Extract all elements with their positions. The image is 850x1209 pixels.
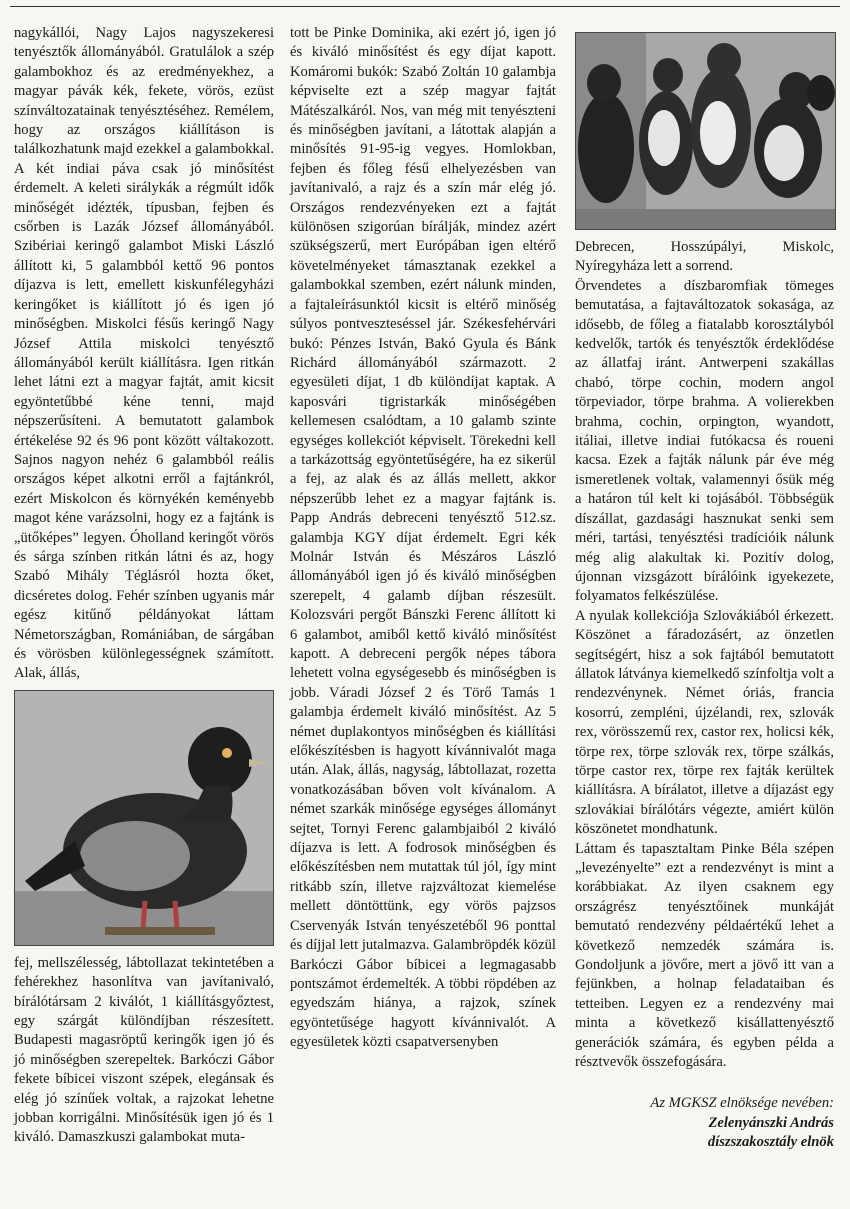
- signature-name: Zelenyánszki András: [708, 1114, 834, 1131]
- signature-block: [575, 1094, 834, 1152]
- top-rule: [10, 6, 840, 7]
- column-2-text: tott be Pinke Dominika, aki ezért jó, igen jó és kiváló minősítést és egy díjat kapott. Komáromi bukók: Szabó Zoltán 10 galambja képviselte ezt a szép magyar fajtát Mátészalkáról. Nos, van még mit tenyészteni és minőségben javítani, a látottak alapján a minősítés 91-95-ig vegyes. Homlokban, fejben és főleg fésű elhelyezésben van javítanivaló, a rajz és a szín már elég jó. Országos rendezvényeken ezt a fajtát különösen szigorúan bírálják, mindez azért szükségszerű, mert Európában igen eltérő követelményeket támasztanak ezekkel a galambokkal szemben, ezért nálunk minden, a fajtaleírásunktól kicsit is eltérő minőség súlyos pontveszteséssel jár. Székesfehérvári bukó: Pénzes István, Bakó Gyula és Bánk Richárd állományából származott. 2 egyesületi díjat, 1 db különdíjat kaptak. A kaposvári tigristarkák minőségében kellemesen csalódtam, a 10 galamb szinte egységes kollekciót képviselt. Törekedni kell a tarkázottság egyöntetűségére, ha ez sikerül a fej, az alak és az állás mellett, akkor népszerűbb lehet ez a magyar fajtánk is. Papp András debreceni tenyésztő 512.sz. galambja KGY díjat érdemelt. Egri kék Molnár István és Mészáros László állományából igen jó és kiváló minőségben szerepelt, 4 galamb díjban részesült. Kolozsvári pergőt Bánszki Ferenc állított ki 6 galambot, amiből kettő kiváló minősítést kapott. A debreceni pergők népes tábora lehetett volna egységesebb és minőségben is jobb. Váradi József 2 és Törő Tamás 1 galambja érdemelt kiváló minősítést. Az 5 német duplakontyos minőségben és kiállítási előkészítésben is hagyott kívánnivalót maga után. Alak, állás, nagyság, lábtollazat, rozetta vonatkozásában bőven volt kívánalom. A német szarkák minősége egységes állományt sejtet, Tornyi Ferenc galambjaiból 2 kiváló díjazva is lett. A fodrosok minőségben és előkészítésben nem mutattak túl jól, így mint ritkább szín, illetve rajzváltozat kiemelése mellett döntöttünk, egy vörös pajzsos Cservenyák István tenyészetéből 96 ponttal és díjjal lett jutalmazva. Galambröpdék közül Barkóczi Gábor bíbicei a legmagasabb pontszámot érdemelték. A többi röpdében az egyedszám hiánya, a rajzok, színek egyöntetűsége hagyott kívánnivalót. A egyesületek közti csapatversenyben: [290, 25, 556, 1051]
- column-1: [14, 24, 274, 1148]
- pigeons-group-photo: [575, 32, 836, 230]
- column-3: [575, 24, 834, 1153]
- column-1-text-bottom: fej, mellszélesség, lábtollazat tekintetében a fehérekhez hasonlítva van javítanivaló, bírálótársam 2 kiválót, 1 kiállításgyőztest, egy szárgát különdíjban részesített. Budapesti magasröptű keringők igen jó és jó minőségben szerepeltek. Barkóczi Gábor fekete bíbicei viszont szépek, elegánsak és elég jó színűek voltak, a rajzokat lehetne jobban korrigálni. Minősítésük igen jó és 1 kiváló. Damaszkuszi galambokat muta-: [14, 954, 274, 1146]
- pigeon-photo: [14, 690, 274, 946]
- column-3-text-main: Örvendetes a díszbaromfiak tömeges bemutatása, a fajtaváltozatok sokasága, az idősebb, de főleg a fiatalabb korosztályból kedvelők, tartók és tenyésztők érdeklődése az állatfaj iránt. Antwerpeni szakállas chabó, törpe cochin, modern angol törpeviador, törpe brahma. A volierekben brahma, cochin, orpington, wyandott, itáliai, illetve indiai futókacsa és roueni kacsa. Ezek a fajták nálunk pár éve még ismeretlenek voltak, valamennyi ősük még a határon túl kelt ki tojásából. Többségük díszállat, gazdasági hasznukat senki sem méri, tartási, tenyésztési tradícióik nálunk még alig alakultak ki. Pozitív dolog, újonnan vizsgázott bírálóink igyekezete, folyamatos felkészülése.: [575, 277, 834, 605]
- column-3-text-rabbits: A nyulak kollekciója Szlovákiából érkezett. Köszönet a fáradozásért, az önzetlen segítségért, hisz a sok fajtából bemutatott állatok látványa kiemelkedő színfoltja volt a rendezvénynek. Német óriás, francia kosorrú, zempléni, újzélandi, rex, szlovák rex, vörösszemű rex, castor rex, holicsi kék, törpe rex, törpe szlovák rex, törpe szálkás, törpe castor rex, törpe rex fajták kerültek kiállításra. A bírálatot, illetve a díjazást egy szlovákiai bírálótárs végezte, amiért külön köszönetet mondhatunk.: [575, 607, 834, 838]
- column-2: [290, 24, 556, 1053]
- column-1-text-top: nagykállói, Nagy Lajos nagyszekeresi tenyésztők állományából. Gratulálok a szép galambokhoz és az eredményekhez, a magyar pávák kék, fekete, vörös, ezüst színváltozatainak tenyésztéséhez. Remélem, hogy az országos kiállításon is találkozhatunk majd ezekkel a galambokkal. A két indiai páva csak jó minősítést érdemelt. A keleti sirálykák a régmúlt idők minőségét idézték, típusban, fejben és csőrben is Lazák József állományából. Szibériai keringő galambot Miski László állított ki, 5 galambból kettő 96 pontos díjazva is lett, emellett kiskunfélegyházi keringőket is kiállított jó és igen jó minőségben. Miskolci fésűs keringő Nagy József Attila miskolci tenyésztő állományából került kiállításra. Igen ritkán lehet látni ezt a magyar fajtát, amit kicsit egyöntetűbbé kéne tenni, majd népszerűsíteni. A bemutatott galambok értékelése 92 és 96 pont között váltakozott. Sajnos nagyon nehéz 6 galambból reális országos képet alkotni erről a fajtánkról, ezért Miskolcon és környékén keményebb magot kéne varázsolni, hogy ez a fajtánk is „ütőképes” legyen. Óholland keringőt vörös és sárga színben ritkán látni és az, hogy Szabó Mihály Téglásról hozta őket, dicséretes dolog. Fehér színben ugyanis már egész kitűnő példányokat láttam Németországban, Romániában, de sárgában és vörösben különlegességnek számított. Alak, állás,: [14, 25, 274, 682]
- signature-line: Az MGKSZ elnöksége nevében:: [650, 1095, 834, 1112]
- column-3-text-top: Debrecen, Hosszúpályi, Miskolc, Nyíregyháza lett a sorrend.: [575, 239, 834, 275]
- signature-title: díszszakosztály elnök: [707, 1134, 834, 1151]
- column-3-text-closing: Láttam és tapasztaltam Pinke Béla szépen „levezényelte” ezt a rendezvényt is mint a korábbiakat. Az ilyen csaknem egy országrész tenyésztőinek munkáját bemutató rendezvény példaértékű lehet a következő nemzedék számára is. Gondoljunk a jövőre, mert a jövő itt van a fejünkben, a holnap feladataiban és tetteiben. Legyen ez a rendezvény mai minta a következő kisállattenyésztő generációk számára, és egyben példa a résztvevők összefogására.: [575, 840, 834, 1071]
